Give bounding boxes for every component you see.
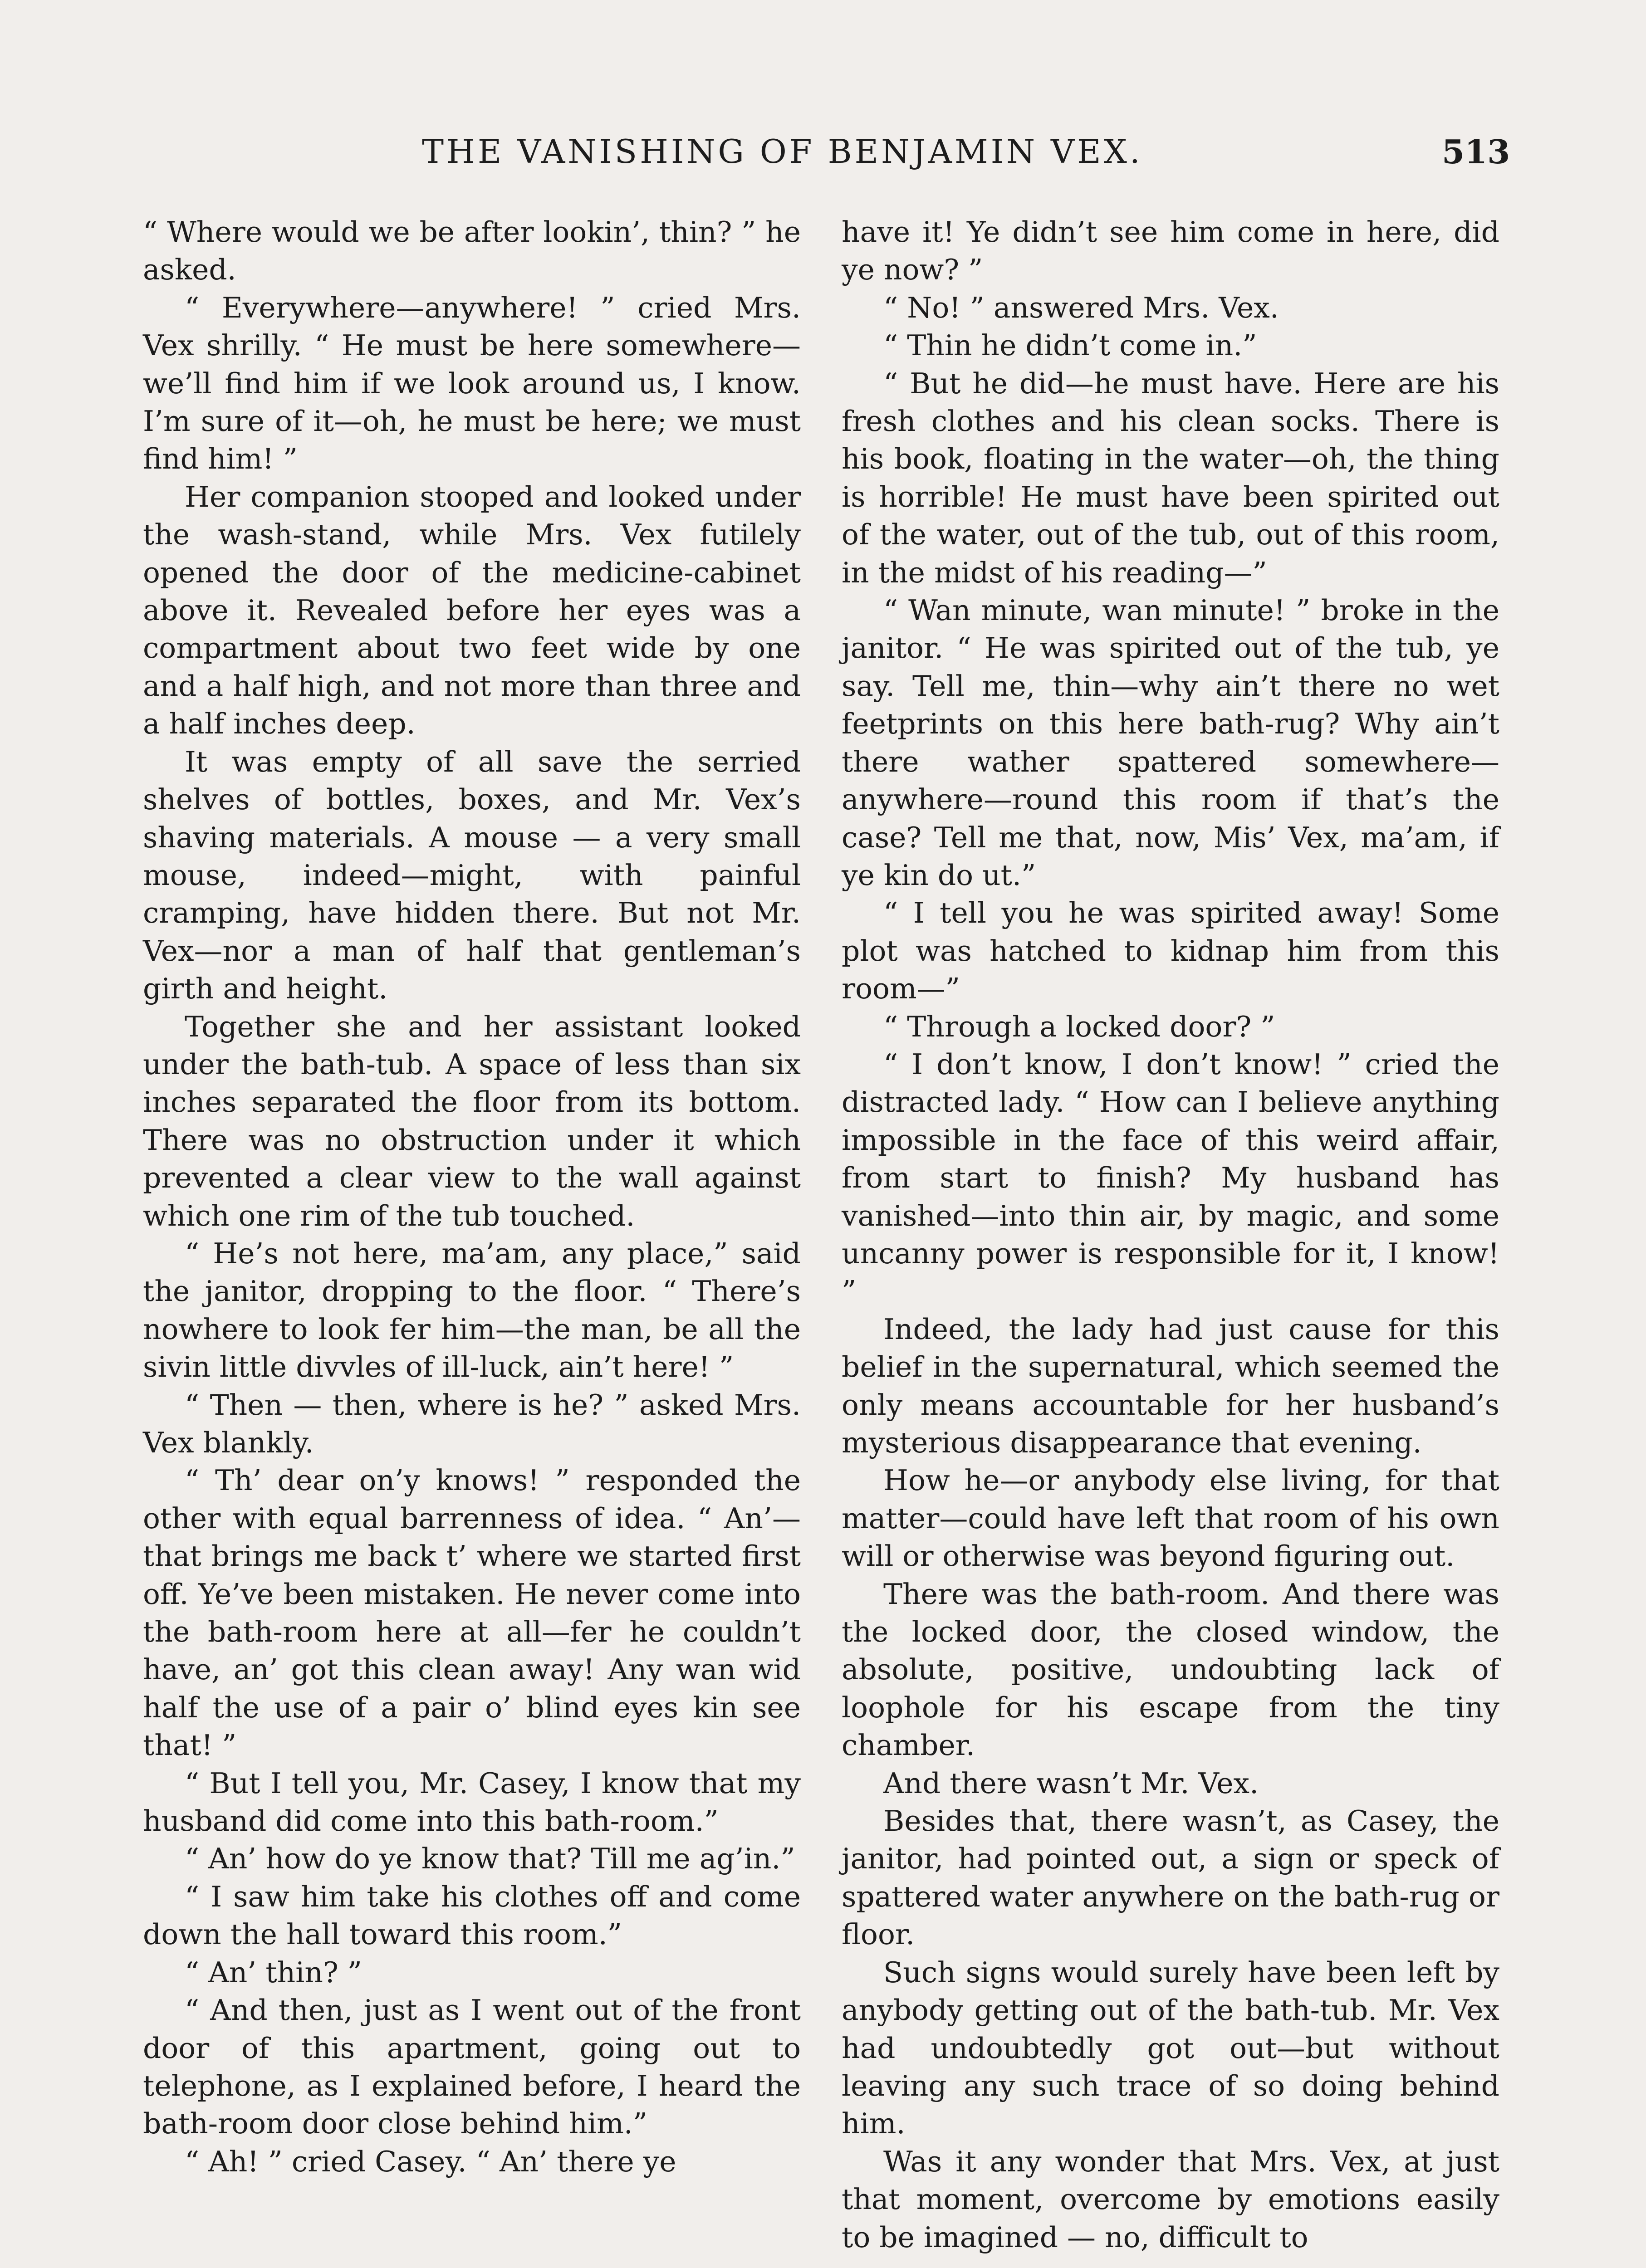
paragraph: “ Through a locked door? ” — [883, 1010, 1275, 1043]
left-column — [143, 213, 801, 2180]
right-column — [842, 213, 1499, 2256]
paragraph: Together she and her assistant looked under the bath-tub. A space of less than six inches separated the floor from its bottom. There was no obstruction under it which prevented a clear view to the wall against which one rim of the tub touched. — [143, 1010, 801, 1232]
paragraph: Indeed, the lady had just cause for this belief in the supernatural, which seemed the only means accountable for her husband’s mysterious disappearance that evening. — [842, 1312, 1499, 1459]
paragraph: “ Ah! ” cried Casey. “ An’ there ye — [185, 2145, 676, 2178]
paragraph: “ I don’t know, I don’t know! ” cried the distracted lady. “ How can I believe anything impossible in the face of this weird affair, from start to finish? My husband has vanished—into thin air, by magic, and some uncanny power is responsible for it, I know! ” — [842, 1047, 1499, 1308]
paragraph: “ An’ how do ye know that? Till me ag’in.” — [185, 1842, 795, 1876]
page-number: 513 — [1442, 132, 1510, 171]
paragraph: have it! Ye didn’t see him come in here, did ye now? ” — [842, 215, 1499, 287]
paragraph: Was it any wonder that Mrs. Vex, at just that moment, overcome by emotions easily to be imagined — no, difficult to — [842, 2145, 1499, 2254]
running-title: THE VANISHING OF BENJAMIN VEX. — [422, 132, 1143, 171]
paragraph: And there wasn’t Mr. Vex. — [883, 1766, 1259, 1800]
page-header — [0, 0, 1646, 191]
paragraph: “ And then, just as I went out of the front door of this apartment, going out to telephone, as I explained before, I heard the bath-room door close behind him.” — [143, 1994, 801, 2141]
paragraph: “ Where would we be after lookin’, thin? ” he asked. — [143, 215, 801, 287]
paragraph: There was the bath-room. And there was the locked door, the closed window, the absolute, positive, undoubting lack of loophole for his escape from the tiny chamber. — [842, 1577, 1499, 1762]
paragraph: “ Wan minute, wan minute! ” broke in the janitor. “ He was spirited out of the tub, ye say. Tell me, thin—why ain’t there no wet feetprints on this here bath-rug? Why ain’t there wather spattered somewhere—anywhere—round this room if that’s the case? Tell me that, now, Mis’ Vex, ma’am, if ye kin do ut.” — [842, 594, 1499, 892]
paragraph: “ I saw him take his clothes off and come down the hall toward this room.” — [143, 1880, 801, 1951]
paragraph: “ Everywhere—anywhere! ” cried Mrs. Vex shrilly. “ He must be here somewhere—we’ll find him if we look around us, I know. I’m sure of it—oh, he must be here; we must find him! ” — [143, 291, 801, 476]
paragraph: “ Th’ dear on’y knows! ” responded the other with equal barrenness of idea. “ An’—that brings me back t’ where we started first off. Ye’ve been mistaken. He never come into the bath-room here at all—fer he couldn’t have, an’ got this clean away! Any wan wid half the use of a pair o’ blind eyes kin see that! ” — [143, 1464, 801, 1762]
paragraph: Besides that, there wasn’t, as Casey, the janitor, had pointed out, a sign or speck of spattered water anywhere on the bath-rug or floor. — [842, 1804, 1499, 1951]
paragraph: “ But I tell you, Mr. Casey, I know that my husband did come into this bath-room.” — [143, 1766, 801, 1838]
paragraph: How he—or anybody else living, for that matter—could have left that room of his own will or otherwise was beyond figuring out. — [842, 1464, 1499, 1573]
paragraph: It was empty of all save the serried shelves of bottles, boxes, and Mr. Vex’s shaving materials. A mouse — a very small mouse, indeed—might, with painful cramping, have hidden there. But not Mr. Vex—nor a man of half that gentleman’s girth and height. — [143, 745, 801, 1006]
paragraph: “ But he did—he must have. Here are his fresh clothes and his clean socks. There is his book, floating in the water—oh, the thing is horrible! He must have been spirited out of the water, out of the tub, out of this room, in the midst of his reading—” — [842, 367, 1499, 589]
paragraph: Such signs would surely have been left by anybody getting out of the bath-tub. Mr. Vex had undoubtedly got out—but without leaving any such trace of so doing behind him. — [842, 1955, 1499, 2141]
paragraph: “ No! ” answered Mrs. Vex. — [883, 291, 1279, 324]
paragraph: “ Then — then, where is he? ” asked Mrs. Vex blankly. — [143, 1388, 801, 1459]
paragraph: “ Thin he didn’t come in.” — [883, 329, 1257, 362]
paragraph: “ I tell you he was spirited away! Some plot was hatched to kidnap him from this room—” — [842, 896, 1499, 1006]
paragraph: Her companion stooped and looked under the wash-stand, while Mrs. Vex futilely opened the door of the medicine-cabinet above it. Revealed before her eyes was a compartment about two feet wide by one and a half high, and not more than three and a half inches deep. — [143, 480, 801, 741]
paragraph: “ He’s not here, ma’am, any place,” said the janitor, dropping to the floor. “ There’s nowhere to look fer him—the man, be all the sivin little divvles of ill-luck, ain’t here! ” — [143, 1237, 801, 1384]
paragraph: “ An’ thin? ” — [185, 1955, 362, 1989]
